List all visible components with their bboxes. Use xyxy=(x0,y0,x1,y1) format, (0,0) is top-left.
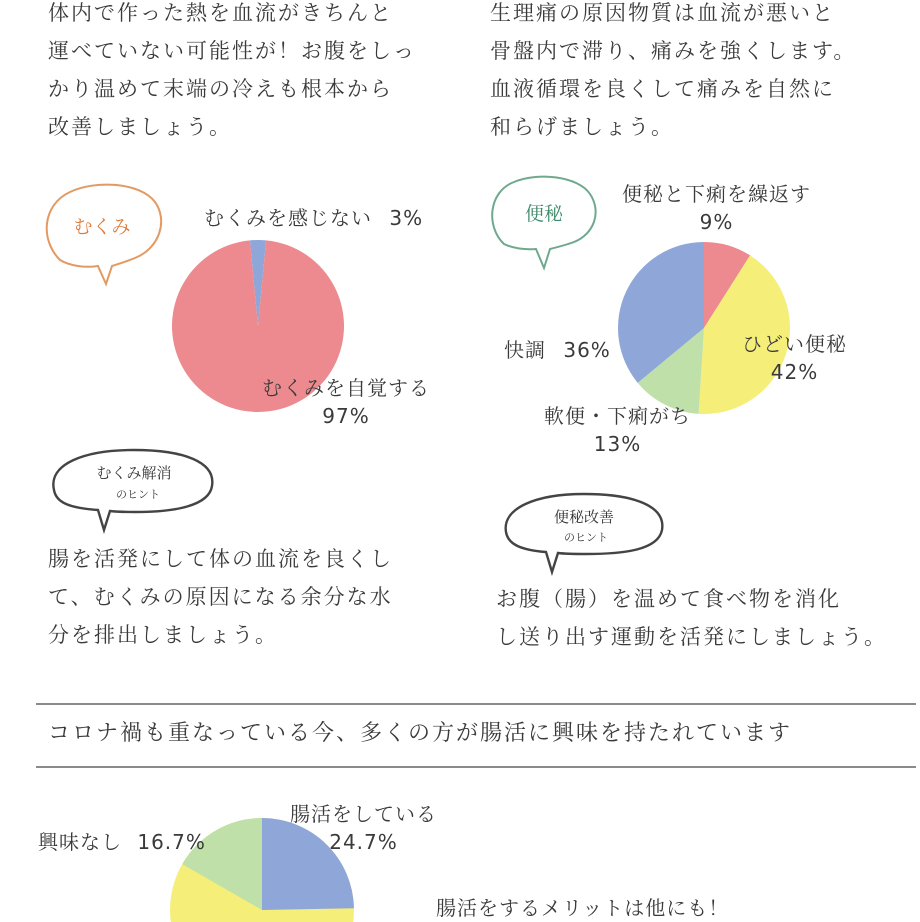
mukumi-hint-line2: のヒント xyxy=(116,488,160,501)
left-intro-line: 体内で作った熱を血流がきちんと xyxy=(48,1,393,25)
mukumi-hint-bubble xyxy=(44,446,224,536)
mukumi-hint-line1: むくみ解消 xyxy=(96,464,172,482)
banner-top-rule xyxy=(36,703,916,705)
pie2-label-loose xyxy=(544,402,691,458)
pie1-label-yes-value: 97% xyxy=(322,404,370,428)
left-hint-line: 腸を活発にして体の血流を良くし xyxy=(48,547,393,571)
right-hint-line: し送り出す運動を活発にしましょう。 xyxy=(496,625,887,649)
benpi-hint-line2: のヒント xyxy=(564,531,608,544)
pie2-label-alt-name: 便秘と下痢を繰返す xyxy=(622,182,811,206)
pie2-label-loose-value: 13% xyxy=(593,432,642,456)
pie1-label-yes-name: むくみを自覚する xyxy=(262,376,430,400)
left-intro-line: 改善しましょう。 xyxy=(48,115,232,139)
pie2-label-good-value: 36% xyxy=(563,338,611,362)
left-intro-line: かり温めて末端の冷えも根本から xyxy=(48,77,393,101)
pie3-label-none-value: 16.7% xyxy=(137,830,206,854)
right-intro-line: 生理痛の原因物質は血流が悪いと xyxy=(490,1,835,25)
left-hint-text xyxy=(48,540,458,654)
pie2-label-loose-name: 軟便・下痢がち xyxy=(544,404,691,428)
benpi-hint-bubble xyxy=(496,492,676,582)
right-intro-line: 血液循環を良くして痛みを自然に xyxy=(490,77,835,101)
right-hint-line: お腹（腸）を温めて食べ物を消化 xyxy=(496,587,841,611)
pie1-label-no-value: 3% xyxy=(389,206,424,230)
pie1-label-no-name: むくみを感じない xyxy=(204,206,372,230)
pie2-label-good xyxy=(504,336,611,364)
footer-note: 腸活をするメリットは他にも！ xyxy=(436,896,730,920)
left-hint-line: 分を排出しましょう。 xyxy=(48,623,278,647)
right-intro-line: 和らげましょう。 xyxy=(490,115,674,139)
left-hint-line: て、むくみの原因になる余分な水 xyxy=(48,585,393,609)
pie3-label-none xyxy=(38,828,206,856)
pie3-label-doing xyxy=(290,800,437,856)
pie2-label-good-name: 快調 xyxy=(504,338,546,362)
benpi-hint-line1: 便秘改善 xyxy=(553,508,615,526)
left-intro-line: 運べていない可能性が！お腹をしっ xyxy=(48,39,416,63)
pie3-label-doing-name: 腸活をしている xyxy=(290,802,437,826)
pie2-label-severe-name: ひどい便秘 xyxy=(742,332,847,356)
pie2-label-severe xyxy=(742,330,847,386)
pie2-label-severe-value: 42% xyxy=(770,360,819,384)
banner-bottom-rule xyxy=(36,766,916,768)
pie2-label-alt-value: 9% xyxy=(699,210,734,234)
mukumi-bubble-label: むくみ xyxy=(73,216,131,238)
banner-text: コロナ禍も重なっている今、多くの方が腸活に興味を持たれています xyxy=(48,721,793,746)
pie2-label-alt xyxy=(622,180,811,236)
benpi-bubble-label: 便秘 xyxy=(524,203,564,225)
pie3-label-doing-value: 24.7% xyxy=(329,830,398,854)
right-intro-line: 骨盤内で滞り、痛みを強くします。 xyxy=(490,39,857,63)
right-hint-text xyxy=(496,580,916,656)
pie1-label-no xyxy=(204,204,423,232)
pie1-label-yes xyxy=(262,374,430,430)
pie3-label-none-name: 興味なし xyxy=(38,830,122,854)
